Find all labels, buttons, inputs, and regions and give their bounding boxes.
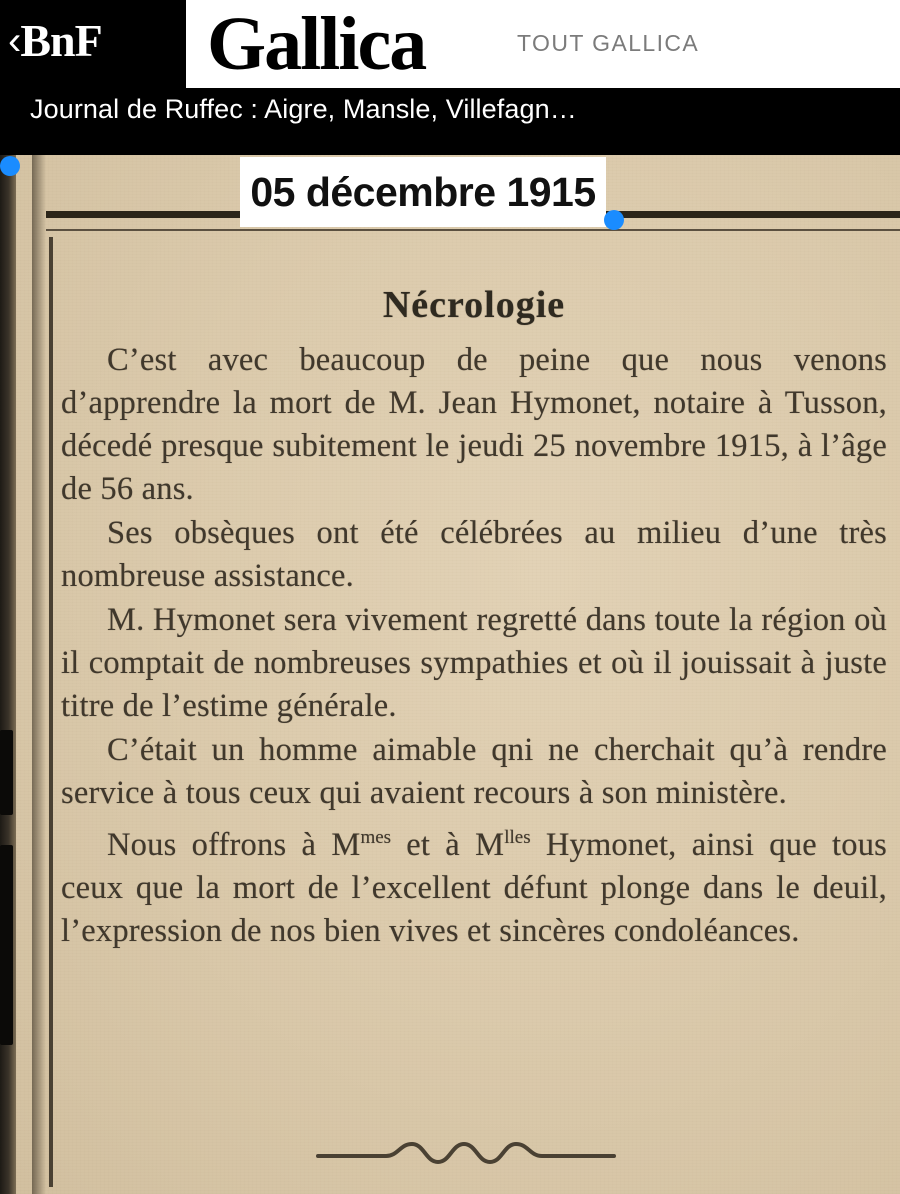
article-heading: Nécrologie (382, 284, 566, 326)
final-prefix: Nous offrons à M (107, 826, 361, 863)
final-mid: et à M (391, 826, 505, 863)
article-paragraph: C’était un homme aimable qni ne cherchait qu’à rendre service à tous ceux qui avaient recours à son ministère. (61, 732, 887, 811)
abbrev-mlles: lles (504, 827, 531, 848)
newspaper-page (16, 155, 900, 1194)
article-paragraph-final (61, 816, 887, 953)
tout-gallica-link[interactable]: TOUT GALLICA (517, 30, 700, 56)
selection-handle-top-left[interactable] (0, 156, 20, 176)
scan-artifact-blob (0, 845, 13, 1045)
article-paragraph: Ses obsèques ont été célébrées au milieu d’une très nombreuse assistance. (61, 515, 887, 594)
document-title: Journal de Ruffec : Aigre, Mansle, Villefagn… (30, 94, 577, 124)
final-suffix: Hymonet, ainsi que tous ceux que la mort de l’excellent défunt plonge dans le deuil, l’expression de nos bien vives et sincères condoléances. (61, 826, 887, 949)
bnf-logo-text: BnF (20, 15, 102, 66)
decorative-squiggle-ornament (316, 1140, 616, 1170)
abbrev-mmes: mes (360, 827, 392, 848)
gallica-header-bar (0, 0, 900, 155)
article-paragraph: C’est avec beaucoup de peine que nous venons d’apprendre la mort de M. Jean Hymonet, notaire à Tusson, décedé presque subitement le jeudi 25 novembre 1915, à l’âge de 56 ans. (61, 342, 887, 507)
selection-handle-bottom-right[interactable] (604, 210, 624, 230)
bnf-logo[interactable] (8, 10, 168, 72)
scanned-page-viewer[interactable] (0, 155, 900, 1194)
bnf-logo-brace: ‹ (8, 19, 21, 63)
column-rule-left (49, 237, 53, 1187)
date-overlay-text: 05 décembre 1915 (250, 169, 596, 215)
header-rule-thin (46, 229, 900, 231)
date-overlay-chip[interactable] (240, 157, 606, 227)
article-necrologie (61, 283, 887, 954)
article-paragraph: M. Hymonet sera vivement regretté dans toute la région où il comptait de nombreuses sympathies et où il jouissait à juste titre de l’estime générale. (61, 602, 887, 724)
page-gutter-shadow (32, 155, 46, 1194)
gallica-wordmark[interactable]: Gallica (207, 2, 426, 86)
scan-artifact-blob (0, 730, 13, 815)
